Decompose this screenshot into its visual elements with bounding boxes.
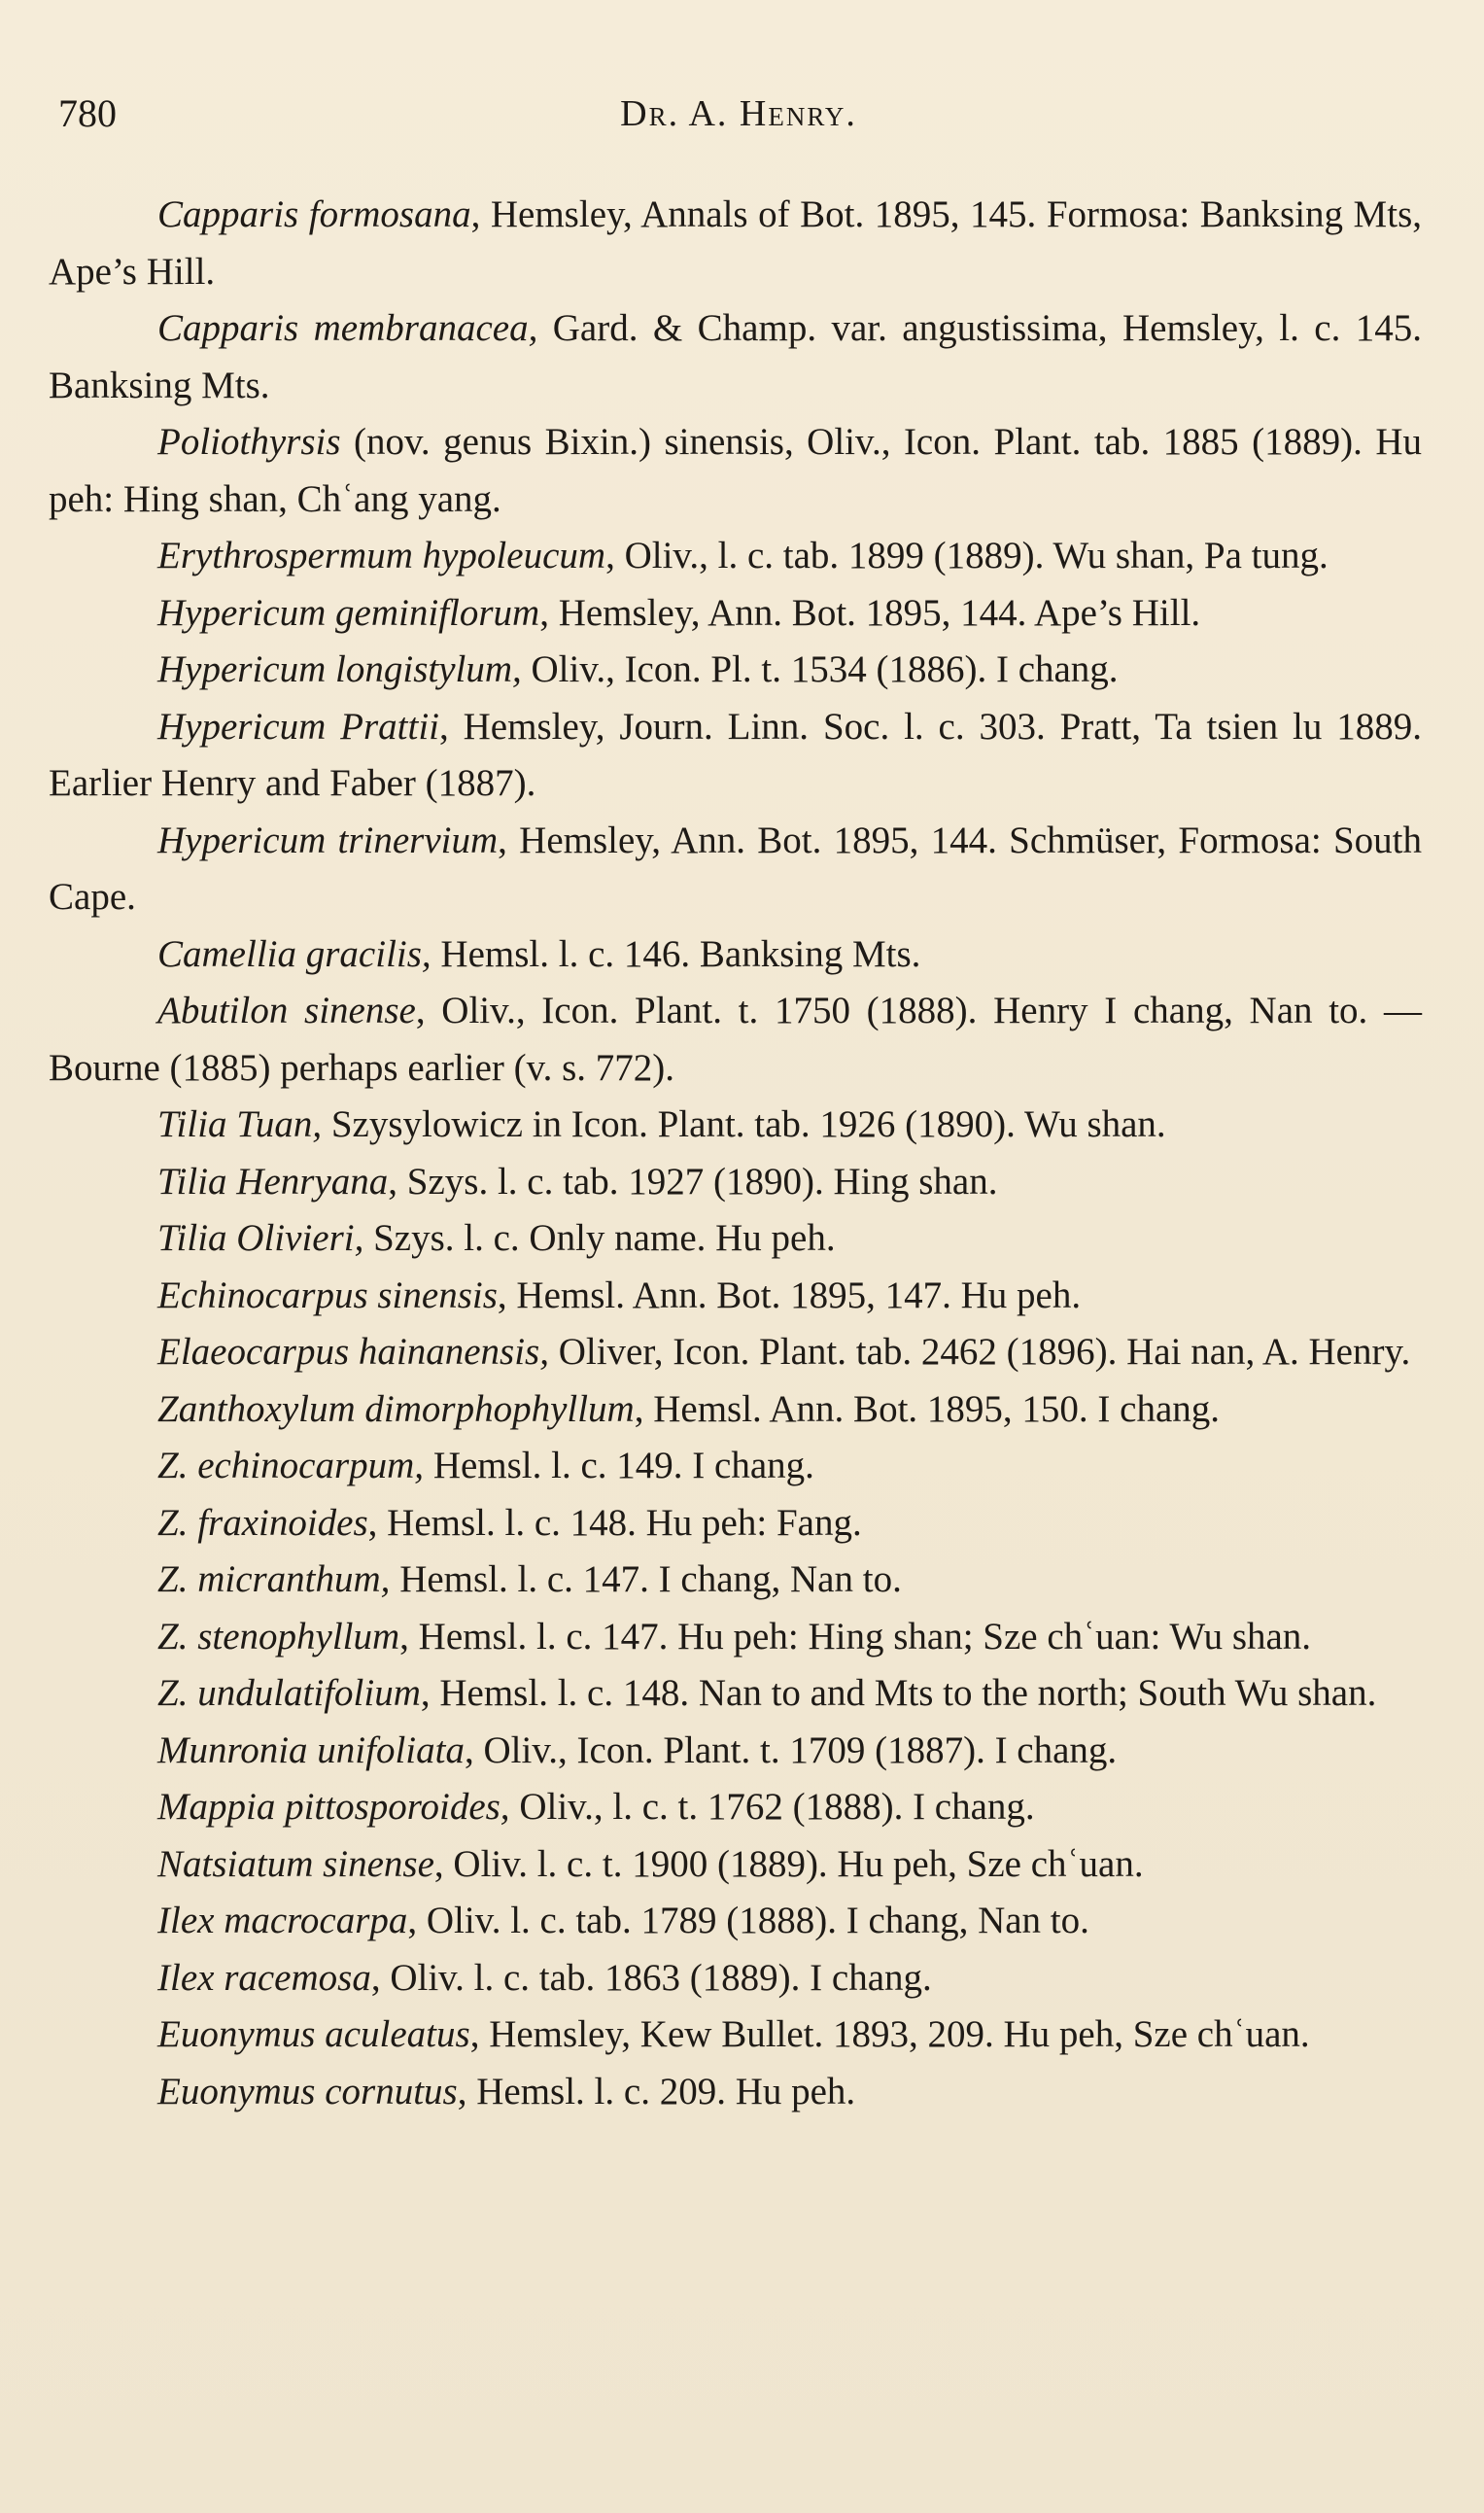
species-name: Ilex macrocarpa [157,1900,408,1941]
species-citation: , Oliv. l. c. t. 1900 (1889). Hu peh, Sze chʿuan. [433,1842,1144,1885]
species-entry [49,642,1422,699]
species-name: Hypericum Prattii [157,705,439,748]
species-citation: Szys. l. c. Only name. Hu peh. [363,1217,836,1259]
species-citation: Hemsl. l. c. 147. I chang, Nan to. [390,1558,902,1600]
species-name: Hypericum longistylum, [157,648,522,690]
species-name: Echinocarpus sinensis [157,1274,498,1316]
species-entry [49,2007,1422,2064]
species-citation: , Hemsley, Ann. Bot. 1895, 144. Schmüser, Formosa: South Cape. [49,819,1422,918]
species-citation: , Oliv., Icon. Plant. t. 1709 (1887). I chang. [464,1728,1118,1771]
species-citation: Hemsl. l. c. 146. Banksing Mts. [431,932,921,975]
species-name: Hypericum trinervium [157,819,499,861]
species-entry [49,1836,1422,1894]
species-name: Natsiatum sinense [157,1842,434,1885]
species-citation: , Hemsl. l. c. 148. Hu peh: Fang. [367,1501,862,1544]
species-entry [49,1950,1422,2007]
species-name: Abutilon sinense [157,990,416,1031]
species-entry [49,585,1422,643]
species-entry [49,813,1422,926]
species-entry [49,1552,1422,1609]
species-entry [49,1210,1422,1268]
species-citation: , Oliv., Icon. Plant. t. 1750 (1888). Henry I chang, Nan to. — Bourne (1885) perhaps earlier (v. s. 772). [49,990,1422,1089]
running-head: Dr. A. Henry. [620,93,857,134]
species-citation: , Hemsl. l. c. 148. Nan to and Mts to the north; South Wu shan. [420,1672,1377,1714]
species-citation: , Hemsley, Journ. Linn. Soc. l. c. 303. Pratt, Ta tsien lu 1889. Earlier Henry and Faber (1887). [49,705,1422,804]
species-name: Camellia gracilis, [157,932,431,975]
species-name: Z. undulatifolium [157,1672,421,1714]
page-number: 780 [58,91,117,135]
species-name: Z. fraxinoides [157,1501,368,1544]
species-name: Z. echinocarpum, [157,1445,425,1486]
species-citation: Gard. & Champ. var. angustissima, Hemsley, l. c. 145. Banksing Mts. [49,307,1423,406]
species-name: Elaeocarpus hainanensis, [157,1331,549,1373]
species-citation: Szysylowicz in Icon. Plant. tab. 1926 (1890). Wu shan. [322,1103,1166,1145]
species-entry [49,2064,1422,2121]
species-entry [49,1324,1422,1381]
species-citation: , Oliv. l. c. tab. 1863 (1889). I chang. [370,1956,932,1999]
species-name: Munronia unifoliata [157,1728,465,1771]
species-entry [49,1154,1422,1211]
species-entry [49,1779,1422,1836]
species-citation: (nov. genus Bixin.) sinensis, Oliv., Icon. Plant. tab. 1885 (1889). Hu peh: Hing shan, Chʿang yang. [49,421,1422,520]
species-citation: Hemsl. l. c. 149. I chang. [424,1445,814,1486]
species-entry [49,1609,1422,1666]
species-citation: , Hemsl. Ann. Bot. 1895, 150. I chang. [634,1387,1221,1430]
species-citation: Oliv., Icon. Pl. t. 1534 (1886). I chang. [521,648,1119,690]
species-name: Z. stenophyllum [157,1615,400,1658]
species-entry [49,926,1422,984]
species-entry [49,1381,1422,1439]
species-entry [49,414,1422,528]
species-name: Hypericum geminiflorum [157,591,540,634]
species-entry [49,1438,1422,1495]
species-name: Capparis formosana [157,193,471,235]
species-name: Z. micranthum, [157,1558,391,1600]
species-citation: , Hemsl. l. c. 147. Hu peh: Hing shan; Sze chʿuan: Wu shan. [399,1615,1312,1658]
species-citation: , Oliv., l. c. tab. 1899 (1889). Wu shan, Pa tung. [605,535,1329,576]
species-name: Euonymus cornutus [157,2070,458,2112]
species-citation: , Hemsl. Ann. Bot. 1895, 147. Hu peh. [497,1274,1082,1316]
species-entry [49,983,1422,1097]
species-entry [49,699,1422,813]
species-name: Tilia Henryana [157,1160,389,1203]
species-entry [49,1097,1422,1154]
species-name: Erythrospermum hypoleucum [157,535,606,576]
species-citation: , Hemsl. l. c. 209. Hu peh. [457,2070,856,2112]
species-name: Capparis membranacea, [157,307,538,349]
species-name: Mappia pittosporoides, [157,1786,510,1828]
species-entry [49,187,1422,300]
species-citation: Oliver, Icon. Plant. tab. 2462 (1896). Hai nan, A. Henry. [548,1331,1411,1373]
species-entry [49,1495,1422,1553]
species-citation: Oliv., l. c. t. 1762 (1888). I chang. [509,1786,1035,1828]
species-entry [49,1893,1422,1950]
species-name: Euonymus aculeatus [157,2013,470,2055]
species-citation: , Oliv. l. c. tab. 1789 (1888). I chang, Nan to. [407,1900,1089,1941]
species-entry [49,1723,1422,1780]
species-citation: , Hemsley, Kew Bullet. 1893, 209. Hu peh, Sze chʿuan. [469,2013,1310,2055]
species-entry [49,1665,1422,1723]
species-name: Ilex racemosa [157,1956,371,1999]
species-name: Poliothyrsis [157,421,341,463]
species-name: Zanthoxylum dimorphophyllum [157,1387,635,1430]
species-citation: , Hemsley, Annals of Bot. 1895, 145. Formosa: Banksing Mts, Ape’s Hill. [49,193,1422,293]
page-body [49,187,1422,2120]
species-citation: , Szys. l. c. tab. 1927 (1890). Hing shan. [388,1160,998,1203]
species-entry [49,1268,1422,1325]
page-header [58,89,1419,138]
species-name: Tilia Olivieri, [157,1217,364,1259]
species-citation: , Hemsley, Ann. Bot. 1895, 144. Ape’s Hill. [539,591,1201,634]
species-name: Tilia Tuan, [157,1103,323,1145]
species-entry [49,528,1422,585]
species-entry [49,300,1422,414]
